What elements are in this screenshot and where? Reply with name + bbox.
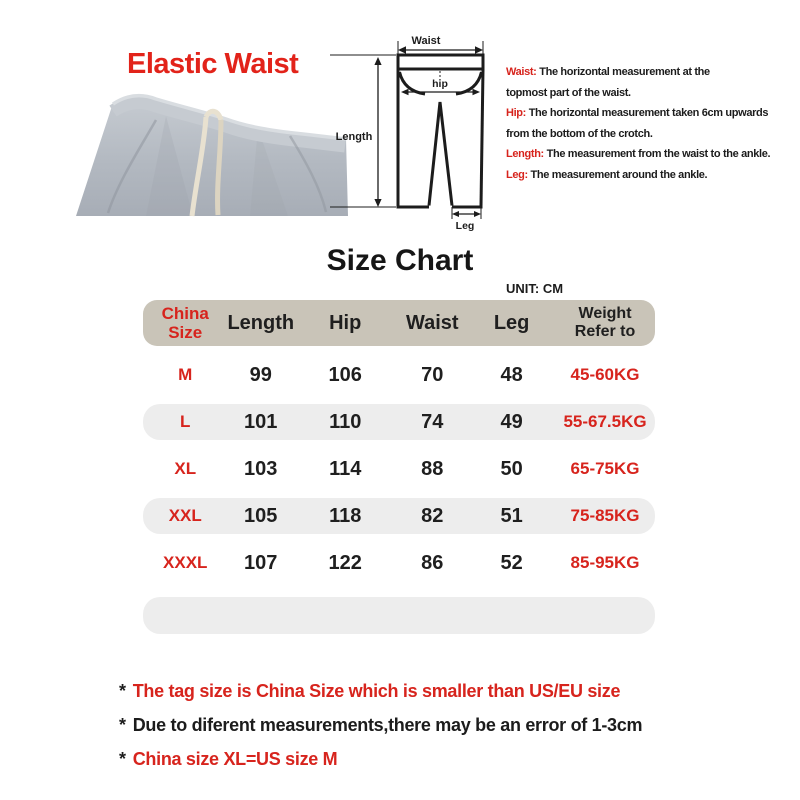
header-waist: Waist [405,311,459,334]
right-pocket-curve [456,72,482,94]
cell-size: XXXL [163,553,208,572]
left-pocket-curve [400,72,426,94]
cell-leg: 51 [500,504,523,527]
definition-text: The measurement around the ankle. [527,168,708,181]
cell-size: XXL [168,506,202,525]
cell-length: 103 [244,457,278,480]
cell-waist: 74 [421,410,444,433]
cell-weight: 85-95KG [570,553,640,572]
table-row-empty [143,597,655,634]
note-size-equivalence: * China size XL=US size M [119,749,338,769]
cell-weight: 75-85KG [570,506,640,525]
pants-measurement-diagram [330,28,508,240]
definition-line [506,124,800,145]
table-row [143,357,655,393]
definition-term: Waist: [506,66,537,78]
definition-line [506,144,800,165]
cell-waist: 70 [421,363,444,386]
cell-length: 99 [249,363,272,386]
cell-waist: 82 [421,504,444,527]
sweatpants-photo [58,86,356,219]
definition-term: Length: [506,148,544,160]
note-measure-error: * Due to diferent measurements,there may be an error of 1-3cm [119,715,643,735]
size-chart-table [143,300,655,634]
definition-line [506,62,800,83]
sweatpants-body [76,95,348,216]
cell-leg: 52 [500,551,523,574]
cell-leg: 49 [500,410,523,433]
cell-length: 101 [244,410,278,433]
cell-leg: 50 [500,457,523,480]
diagram-hip-label: hip [432,78,448,90]
definition-term: Leg: [506,168,528,181]
cell-length: 105 [244,504,278,527]
elastic-waist-title: Elastic Waist [127,48,299,80]
cell-leg: 48 [500,363,523,386]
definition-line [506,83,800,104]
table-row [143,498,655,534]
cell-weight: 65-75KG [570,459,640,478]
cell-hip: 122 [328,551,362,574]
table-row [143,545,655,581]
diagram-leg-label: Leg [455,220,475,232]
size-chart-title: Size Chart [326,244,474,277]
definition-text: topmost part of the waist. [506,86,631,99]
table-row [143,451,655,487]
cell-weight: 45-60KG [570,365,640,384]
cell-hip: 114 [329,457,362,480]
cell-size: L [180,412,191,431]
cell-hip: 110 [329,410,362,433]
definition-line [506,103,800,124]
definition-line [506,165,800,186]
cell-weight: 55-67.5KG [563,412,647,431]
cell-hip: 106 [328,363,362,386]
diagram-waist-label: Waist [411,35,441,47]
header-length: Length [227,311,295,334]
definition-term: Hip: [506,107,526,119]
cell-length: 107 [244,551,278,574]
diagram-length-label: Length [335,131,373,143]
asterisk: * [119,749,126,769]
definition-text: The horizontal measurement at the [536,66,710,78]
cell-waist: 88 [421,457,444,480]
note-tag-size: * The tag size is China Size which is smaller than US/EU size [119,681,621,701]
header-hip: Hip [329,311,362,334]
header-leg: Leg [493,311,530,334]
cell-size: XL [174,459,197,478]
cell-waist: 86 [421,551,444,574]
cell-size: M [178,365,193,384]
footnotes [119,681,642,783]
cell-hip: 118 [329,504,362,527]
table-row [143,404,655,440]
measurement-definitions [506,62,800,185]
header-china-size: China Size [161,303,209,342]
header-weight: Weight Refer to [574,305,636,340]
table-header-row [143,300,655,346]
asterisk: * [119,715,126,735]
definition-text: The horizontal measurement taken 6cm upwards [525,107,769,119]
unit-label: UNIT: CM [506,281,564,296]
definition-text: from the bottom of the crotch. [506,127,653,140]
asterisk: * [119,681,126,701]
definition-text: The measurement from the waist to the ankle. [543,148,771,160]
